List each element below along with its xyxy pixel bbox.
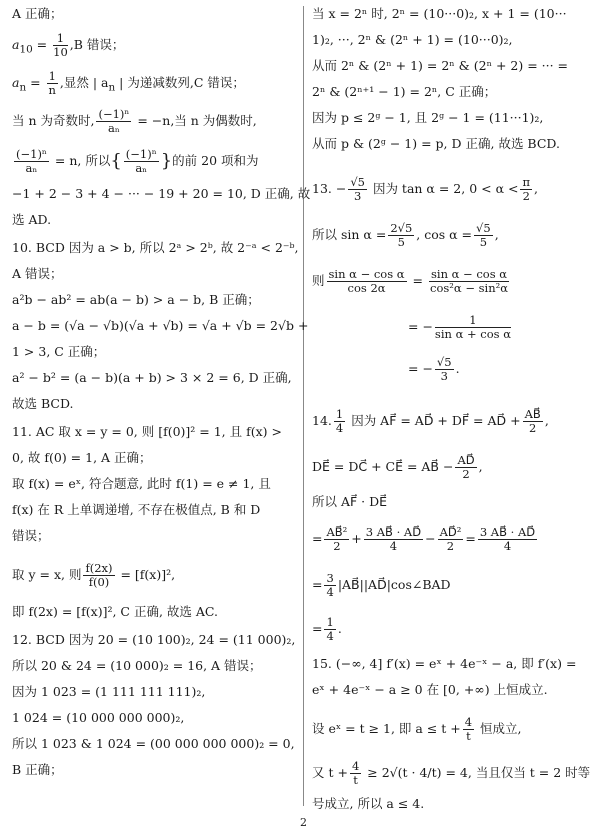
text-line: 0, 故 f(0) = 1, A 正确； (12, 450, 152, 465)
text-line: a − b = (√a − √b)(√a + √b) = √a + √b = 2√b + (12, 318, 309, 333)
text-line: 1 024 = (10 000 000 000)₂, (12, 710, 185, 725)
text-line: −1 + 2 − 3 + 4 − ··· − 19 + 20 = 10, D 正确, 故 (12, 186, 311, 201)
text-line: 又 t + $\frac{4}{t}$ ≥ 2√(t · 4/t) = 4, 当且仅当 t = 2 时等 (312, 759, 591, 787)
text-line: 15. (−∞, 4] f′(x) = eˣ + 4e⁻ˣ − a, 即 f′(x) = (312, 656, 577, 671)
text-line: = $\frac{\text{AB⃗²}}{2}$ + $\frac{3 AB⃗ \cdot AD⃗}{4}$ − $\frac{\text{AD⃗²}}{2}$ = $\frac{3 AB⃗ \cdot AD⃗}{4}$ (312, 525, 536, 553)
text-line: eˣ + 4e⁻ˣ − a ≥ 0 在 [0, +∞) 上恒成立. (312, 682, 548, 697)
text-line: = $\frac{3}{4}$ |AB⃗||AD⃗|cos∠BAD (312, 571, 451, 599)
fraction: $\frac{\pi}{2}$ (522, 175, 531, 203)
fraction: $\frac{1}{4}$ (335, 407, 344, 435)
fraction: $\frac{3}{4}$ (326, 571, 334, 599)
text-line: $\frac{\text{(−1)ⁿ}}{\text{aₙ}}$ = n, 所以{ $\frac{\text{(−1)ⁿ}}{\text{aₙ}}$ }的前 20 项和为 (16, 147, 259, 175)
text-line: 从而 p & (2ᵍ − 1) = p, D 正确, 故选 BCD. (312, 136, 560, 151)
text-line: 选 AD. (12, 212, 52, 227)
fraction: $\frac{√5}{3}$ (436, 355, 452, 383)
text-line: 10. BCD 因为 a > b, 所以 2ᵃ > 2ᵇ, 故 2⁻ᵃ < 2⁻ᵇ, (12, 240, 299, 255)
text-line: 当 x = 2ⁿ 时, 2ⁿ = (10···0)₂, x + 1 = (10··· (312, 6, 567, 21)
text-line: $a_{10}$ = $\frac{1}{10}$ ,B 错误； (12, 31, 125, 59)
text-line: 取 f(x) = eˣ, 符合题意, 此时 f(1) = e ≠ 1, 且 (12, 476, 271, 491)
text-line: = − $\frac{1}{\text{sin α + cos α}}$ (408, 313, 511, 341)
fraction: $\frac{1}{\text{sin α + cos α}}$ (434, 313, 511, 341)
fraction: $\frac{\text{sin α − cos α}}{\text{cos²α − sin²α}}$ (430, 267, 508, 295)
text-line: B 正确； (12, 762, 63, 777)
fraction: $\frac{f(2x)}{f(0)}$ (85, 561, 113, 589)
text-line: 当 n 为奇数时, $\frac{\text{(−1)ⁿ}}{\text{aₙ}}$ = −n,当 n 为偶数时, (12, 107, 257, 135)
text-line: 则 $\frac{\text{sin α − cos α}}{\cos 2\alpha}$ = $\frac{\text{sin α − cos α}}{\text{cos²α − sin²α}}$ (312, 267, 508, 295)
fraction: $\frac{√5}{3}$ (350, 175, 365, 203)
fraction: $\frac{\text{sin α − cos α}}{\cos 2\alpha}$ (328, 267, 405, 295)
text-line: 所以 20 & 24 = (10 000)₂ = 16, A 错误； (12, 658, 262, 673)
text-line: DE⃗ = DC⃗ + CE⃗ = AB⃗ − $\frac{AD⃗}{2}$ , (312, 453, 483, 481)
text-line: 设 eˣ = t ≥ 1, 即 a ≤ t + $\frac{4}{t}$ 恒成立, (312, 715, 522, 743)
text-line: a²b − ab² = ab(a − b) > a − b, B 正确； (12, 292, 260, 307)
fraction: $\frac{AD⃗}{2}$ (457, 453, 475, 481)
text-line: 所以 AF⃗ · DE⃗ (312, 494, 388, 509)
fraction: $\frac{4}{t}$ (351, 759, 360, 787)
fraction: $\frac{4}{t}$ (464, 715, 473, 743)
fraction: $\frac{\text{(−1)ⁿ}}{\text{aₙ}}$ (16, 147, 47, 175)
fraction: $\frac{3 AB⃗ \cdot AD⃗}{4}$ (365, 525, 422, 553)
fraction: $\frac{1}{n}$ (48, 69, 56, 97)
text-line: 12. BCD 因为 20 = (10 100)₂, 24 = (11 000)₂, (12, 632, 296, 647)
text-line: A 错误； (12, 266, 63, 281)
fraction: $\frac{\text{AD⃗²}}{2}$ (439, 525, 462, 553)
text-line: 13. − $\frac{√5}{3}$ 因为 tan α = 2, 0 < α < $\frac{\pi}{2}$ , (312, 175, 539, 203)
text-line: 1 > 3, C 正确； (12, 344, 106, 359)
text-line: 2ⁿ & (2ⁿ⁺¹ − 1) = 2ⁿ, C 正确； (312, 84, 497, 99)
text-line: 1)₂, ···, 2ⁿ & (2ⁿ + 1) = (10···0)₂, (312, 32, 513, 47)
text-line: = − $\frac{√5}{3}$ . (408, 355, 460, 383)
text-line: 号成立, 所以 a ≤ 4. (312, 796, 425, 811)
text-line: 因为 1 023 = (1 111 111 111)₂, (12, 684, 206, 699)
fraction: $\frac{3 AB⃗ \cdot AD⃗}{4}$ (479, 525, 536, 553)
text-line: 所以 sin α = $\frac{2√5}{5}$ , cos α = $\frac{√5}{5}$ , (312, 221, 499, 249)
text-line: 即 f(2x) = [f(x)]², C 正确, 故选 AC. (12, 604, 218, 619)
text-line: $a_n$ = $\frac{1}{n}$ ,显然 | $a_n$ | 为递减数列,C 错误； (12, 69, 245, 97)
text-line: 所以 1 023 & 1 024 = (00 000 000 000)₂ = 0, (12, 736, 295, 751)
text-line: a² − b² = (a − b)(a + b) > 3 × 2 = 6, D 正确, (12, 370, 292, 385)
page-number: 2 (300, 816, 307, 829)
text-line: 错误； (12, 528, 50, 543)
fraction: $\frac{AB⃗}{2}$ (524, 407, 541, 435)
text-line: 14. $\frac{1}{4}$ 因为 AF⃗ = AD⃗ + DF⃗ = AD⃗ + $\frac{AB⃗}{2}$ , (312, 407, 549, 435)
text-line: 因为 p ≤ 2ᵍ − 1, 且 2ᵍ − 1 = (11···1)₂, (312, 110, 544, 125)
column-divider (303, 6, 304, 806)
fraction: $\frac{1}{4}$ (326, 615, 334, 643)
fraction: $\frac{√5}{5}$ (476, 221, 491, 249)
text-line: A 正确； (12, 6, 63, 21)
text-line: 11. AC 取 x = y = 0, 则 [f(0)]² = 1, 且 f(x) > (12, 424, 282, 439)
text-line: 取 y = x, 则 $\frac{f(2x)}{f(0)}$ = [f(x)]², (12, 561, 176, 589)
text-line: 故选 BCD. (12, 396, 74, 411)
fraction: $\frac{2√5}{5}$ (390, 221, 413, 249)
fraction: $\frac{\text{(−1)ⁿ}}{\text{aₙ}}$ (125, 147, 157, 175)
text-line: f(x) 在 R 上单调递增, 不存在极值点, B 和 D (12, 502, 261, 517)
text-line: 从而 2ⁿ & (2ⁿ + 1) = 2ⁿ & (2ⁿ + 2) = ··· = (312, 58, 569, 73)
fraction: $\frac{\text{AB⃗²}}{2}$ (326, 525, 348, 553)
fraction: $\frac{\text{(−1)ⁿ}}{\text{aₙ}}$ (98, 107, 130, 135)
text-line: = $\frac{1}{4}$ . (312, 615, 342, 643)
fraction: $\frac{1}{10}$ (53, 31, 68, 59)
